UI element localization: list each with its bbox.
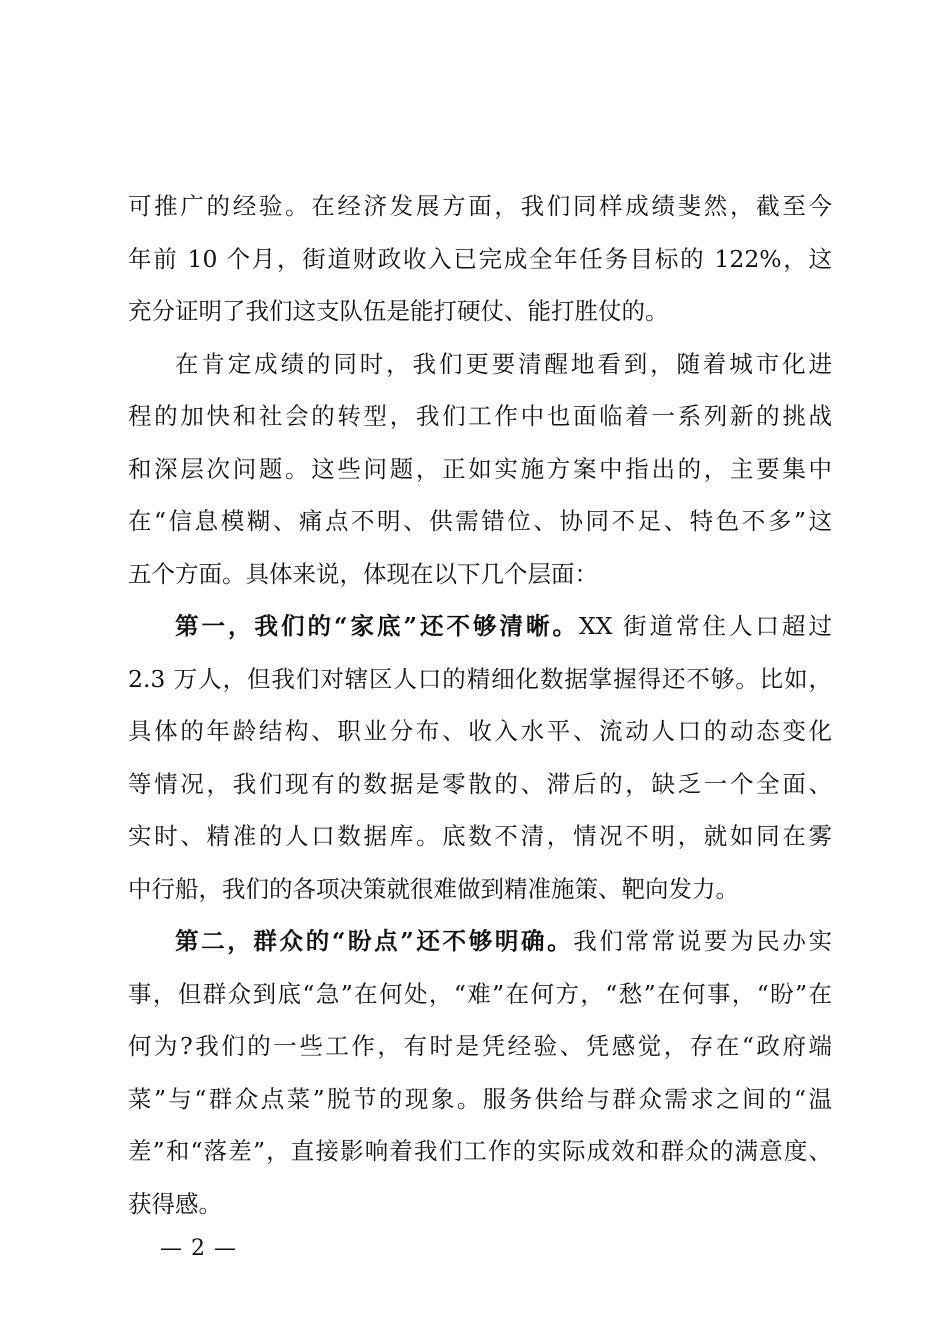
text-line: 和深层次问题。这些问题，正如实施方案中指出的，主要集中 [128, 454, 832, 483]
text-run: 我们常常说要为民办实 [573, 927, 832, 955]
text-line: 事，但群众到底“急”在何处，“难”在何方，“愁”在何事，“盼”在 [128, 979, 832, 1008]
text-line: 等情况，我们现有的数据是零散的、滞后的，缺乏一个全面、 [128, 769, 832, 798]
page-number: — 2 — [160, 1236, 237, 1261]
text-line: 具体的年龄结构、职业分布、收入水平、流动人口的动态变化 [128, 717, 832, 745]
text-line: 实时、精准的人口数据库。底数不清，情况不明，就如同在雾 [128, 822, 832, 850]
section-heading-first: 第一，我们的“家底”还不够清晰。 [175, 612, 580, 640]
paragraph-start-line [128, 600, 832, 653]
paragraph-start-line: 在肯定成绩的同时，我们更要清醒地看到，随着城市化进 [175, 349, 832, 378]
text-line: 充分证明了我们这支队伍是能打硬仗、能打胜仗的。 [128, 297, 669, 325]
text-line: 获得感。 [128, 1189, 222, 1218]
text-line: 五个方面。具体来说，体现在以下几个层面： [128, 559, 598, 588]
text-line: 中行船，我们的各项决策就很难做到精准施策、靶向发力。 [128, 874, 739, 903]
text-line: 差”和“落差”，直接影响着我们工作的实际成效和群众的满意度、 [128, 1137, 832, 1165]
text-run: XX 街道常住人口超过 [579, 612, 832, 640]
text-line: 可推广的经验。在经济发展方面，我们同样成绩斐然，截至今 [128, 192, 832, 220]
paragraph-start-line [128, 915, 832, 968]
text-line: 在“信息模糊、痛点不明、供需错位、协同不足、特色不多”这 [128, 507, 832, 535]
text-line: 何为?我们的一些工作，有时是凭经验、凭感觉，存在“政府端 [128, 1032, 832, 1060]
text-line: 菜”与“群众点菜”脱节的现象。服务供给与群众需求之间的“温 [128, 1084, 832, 1113]
text-line: 2.3 万人，但我们对辖区人口的精细化数据掌握得还不够。比如， [128, 664, 832, 693]
section-heading-second: 第二，群众的“盼点”还不够明确。 [175, 927, 574, 955]
body-text [128, 180, 832, 1230]
text-line: 年前 10 个月，街道财政收入已完成全年任务目标的 122%，这 [128, 244, 832, 273]
text-line: 程的加快和社会的转型，我们工作中也面临着一系列新的挑战 [128, 402, 832, 430]
